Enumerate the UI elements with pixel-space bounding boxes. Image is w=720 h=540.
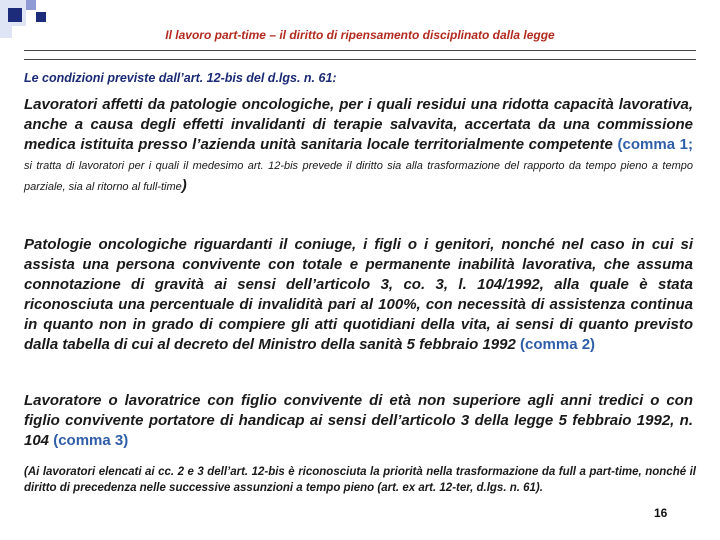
corner-square-mid — [26, 0, 36, 10]
comma-2-reference: (comma 2) — [520, 336, 596, 353]
paragraph-2-text: Patologie oncologiche riguardanti il coniuge, i figli o i genitori, nonché nel caso in cui si assista una persona convivente con totale e permanente inabilità lavorativa, che assuma connotazione di gravità ai sensi dell’articolo 3, co. 3, l. 104/1992, alla quale è stata riconosciuta una percentuale di invalidità pari al 100%, con necessità di assistenza continua in quanto non in grado di compiere gli atti quotidiani della vita, ai sensi di quanto previsto dalla tabella di cui al decreto del Ministro della sanità 5 febbraio 1992 — [24, 236, 693, 353]
comma-1-reference: (comma 1; — [617, 136, 693, 153]
paragraph-comma-3 — [24, 391, 693, 451]
comma-3-reference: (comma 3) — [53, 432, 129, 449]
title-divider-top — [24, 50, 696, 51]
paragraph-1-text: Lavoratori affetti da patologie oncologiche, per i quali residui una ridotta capacità lavorativa, anche a causa degli effetti invalidanti di terapie salvavita, accertata da una commissione medica istituita presso l’azienda unità sanitaria locale territorialmente competente — [24, 96, 693, 153]
corner-square-light-small — [0, 26, 12, 38]
paragraph-comma-2 — [24, 235, 693, 355]
intro-heading: Le condizioni previste dall’art. 12-bis del d.lgs. n. 61: — [24, 71, 337, 85]
title-divider-bottom — [24, 59, 696, 60]
paragraph-3-text: Lavoratore o lavoratrice con figlio convivente di età non superiore agli anni tredici o con figlio convivente portatore di handicap ai sensi dell’articolo 3 della legge 5 febbraio 1992, n. 104 — [24, 392, 693, 449]
footnote: (Ai lavoratori elencati ai cc. 2 e 3 dell’art. 12-bis è riconosciuta la priorità nella trasformazione da full a part-time, nonché il diritto di precedenza nelle successive assunzioni a tempo pieno (art. ex art. 12-ter, d.lgs. n. 61). — [24, 466, 696, 494]
slide-title: Il lavoro part-time – il diritto di ripensamento disciplinato dalla legge — [165, 28, 555, 42]
paragraph-1-note: si tratta di lavoratori per i quali il medesimo art. 12-bis prevede il diritto sia alla trasformazione del rapporto da tempo pieno a tempo parziale, sia al ritorno al full-time — [24, 160, 693, 193]
page-number: 16 — [654, 506, 668, 520]
paragraph-1-close: ) — [181, 177, 187, 194]
paragraph-comma-1 — [24, 95, 693, 197]
corner-square-navy — [8, 8, 22, 22]
corner-square-navy-small — [36, 12, 46, 22]
